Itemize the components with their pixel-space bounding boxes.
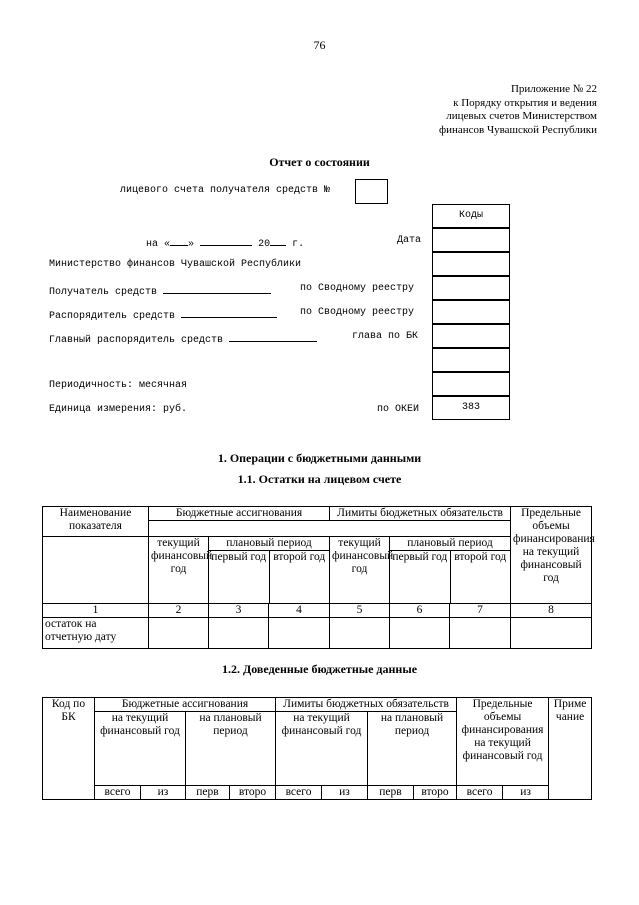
col-number: 5 — [330, 604, 390, 618]
table-cell[interactable] — [330, 618, 390, 649]
report-subtitle: лицевого счета получателя средств № — [120, 185, 331, 196]
budget-alloc-header: Бюджетные ассигнования — [95, 698, 276, 712]
plan-period-group — [209, 537, 330, 604]
col-number: 4 — [269, 604, 330, 618]
ministry-line: Министерство финансов Чувашской Республики — [49, 259, 302, 270]
chief-manager-bk: глава по БК — [352, 331, 419, 342]
recipient-blank[interactable] — [163, 283, 271, 294]
plan-period-header: плановый период — [390, 537, 510, 551]
second-year-header: второй год — [273, 551, 326, 563]
code-cell-okei[interactable]: 383 — [432, 396, 510, 420]
plan-period-header: на плановый период — [368, 712, 457, 786]
first-header: перв — [186, 786, 230, 800]
code-cell-chief-manager[interactable] — [432, 324, 510, 348]
appendix-line: Приложение № 22 — [510, 83, 597, 95]
chief-manager-label: Главный распорядитель средств — [49, 335, 224, 346]
date-prefix: на « — [146, 239, 171, 250]
appendix-line: финансов Чувашской Республики — [438, 123, 597, 136]
recipient-line — [49, 283, 271, 298]
current-year-header: на текущий финансовый год — [95, 712, 186, 786]
date-line — [146, 235, 304, 250]
plan-period-header: плановый период — [209, 537, 329, 551]
blank-header — [43, 537, 149, 604]
col-number: 8 — [511, 604, 592, 618]
date-label: Дата — [397, 235, 422, 246]
second-header: второ — [230, 786, 276, 800]
of-which-header: из — [141, 786, 186, 800]
max-volume-header: Предельные объемы финансирования на текущий финансовый год — [457, 698, 549, 786]
code-cell-date[interactable] — [432, 228, 510, 252]
current-year-header: текущий финансовый год — [149, 537, 209, 604]
col-number: 7 — [450, 604, 511, 618]
code-cell-recipient[interactable] — [432, 276, 510, 300]
col-number: 6 — [390, 604, 450, 618]
recipient-label: Получатель средств — [49, 287, 158, 298]
note-header: Примечание — [549, 698, 592, 800]
chief-manager-blank[interactable] — [229, 331, 317, 342]
manager-register: по Сводному реестру — [300, 307, 415, 318]
manager-blank[interactable] — [181, 307, 277, 318]
col-number: 3 — [209, 604, 269, 618]
table-cell[interactable] — [511, 618, 592, 649]
balances-table — [42, 506, 595, 649]
section-1-2-title: 1.2. Доведенные бюджетные данные — [221, 662, 418, 676]
col-name-header: Наименование показателя — [43, 507, 149, 537]
limits-header: Лимиты бюджетных обязательств — [330, 507, 511, 521]
first-header: перв — [368, 786, 414, 800]
manager-label: Распорядитель средств — [49, 311, 176, 322]
periodicity: Периодичность: месячная — [49, 380, 188, 391]
current-year-header: на текущий финансовый год — [276, 712, 368, 786]
plan-period-group — [390, 537, 511, 604]
limits-header: Лимиты бюджетных обязательств — [276, 698, 457, 712]
report-title: Отчет о состоянии — [269, 155, 370, 169]
first-year-header: первый год — [390, 551, 451, 603]
codes-header: Коды — [432, 204, 510, 228]
okei-label: по ОКЕИ — [377, 404, 420, 415]
section-1-title: 1. Операции с бюджетными данными — [217, 451, 422, 465]
code-cell-periodicity[interactable] — [432, 372, 510, 396]
table-cell[interactable] — [450, 618, 511, 649]
manager-line — [49, 307, 277, 322]
of-which-header: из — [503, 786, 549, 800]
date-quote: » — [188, 239, 195, 250]
col-number: 1 — [43, 604, 149, 618]
current-year-header: текущий финансовый год — [330, 537, 390, 604]
unit-label: Единица измерения: руб. — [49, 404, 188, 415]
of-which-header: из — [322, 786, 368, 800]
col-number: 2 — [149, 604, 209, 618]
code-cell-manager[interactable] — [432, 300, 510, 324]
year-prefix: 20 — [258, 239, 271, 250]
day-blank[interactable] — [170, 235, 188, 246]
code-bk-header: Код по БК — [43, 698, 95, 800]
month-blank[interactable] — [200, 235, 252, 246]
code-cell-ministry[interactable] — [432, 252, 510, 276]
year-suffix: г. — [292, 239, 305, 250]
table-cell[interactable] — [269, 618, 330, 649]
account-number-box[interactable] — [355, 179, 388, 204]
page-number: 76 — [313, 38, 326, 52]
budget-alloc-header: Бюджетные ассигнования — [149, 507, 330, 521]
total-header: всего — [276, 786, 322, 800]
section-1-1-title: 1.1. Остатки на лицевом счете — [237, 472, 402, 486]
year-blank[interactable] — [270, 235, 286, 246]
allocated-data-table — [42, 697, 592, 800]
total-header: всего — [457, 786, 503, 800]
second-year-header: второй год — [454, 551, 507, 563]
appendix-block — [439, 83, 597, 137]
table-cell[interactable] — [390, 618, 450, 649]
total-header: всего — [95, 786, 141, 800]
code-cell-blank[interactable] — [432, 348, 510, 372]
plan-period-header: на плановый период — [186, 712, 276, 786]
row-label: остаток на отчетную дату — [43, 618, 149, 649]
chief-manager-line — [49, 331, 317, 346]
second-header: второ — [414, 786, 457, 800]
table-cell[interactable] — [209, 618, 269, 649]
max-volume-header: Предельные объемы финансирования на текущий финансовый год — [511, 507, 592, 604]
appendix-line: лицевых счетов Министерством — [446, 110, 597, 122]
recipient-register: по Сводному реестру — [300, 283, 415, 294]
table-cell[interactable] — [149, 618, 209, 649]
appendix-line: к Порядку открытия и ведения — [453, 96, 597, 109]
first-year-header: первый год — [209, 551, 270, 603]
